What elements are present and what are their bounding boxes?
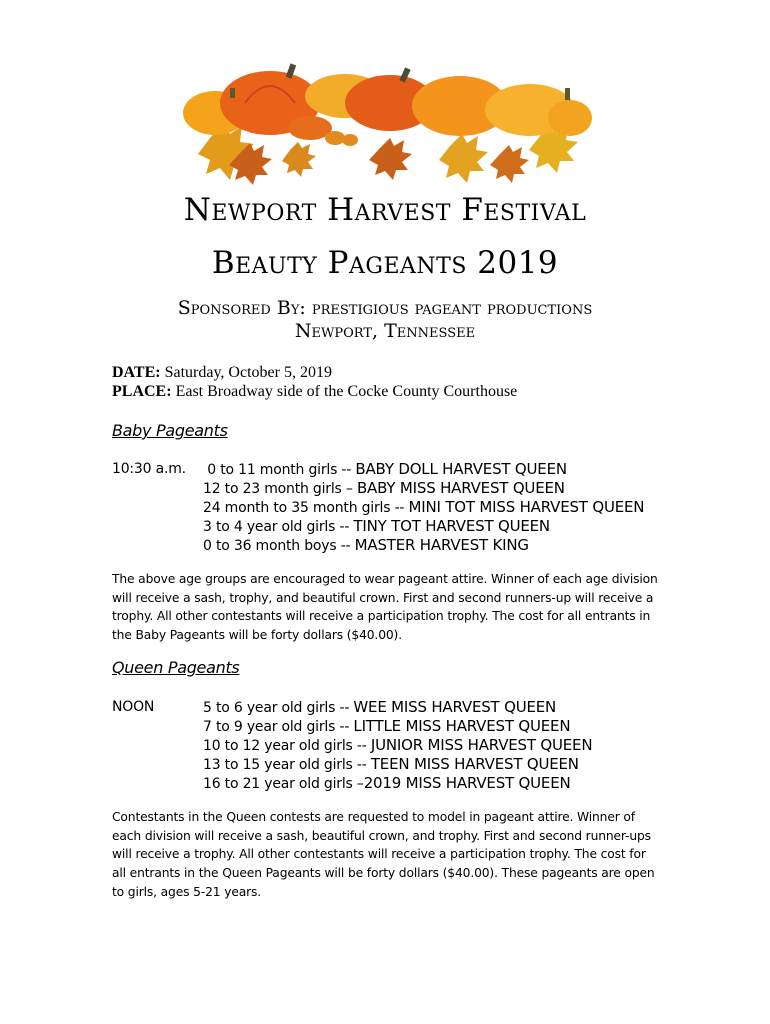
queen-division-list bbox=[203, 698, 592, 793]
pumpkins-leaves-illustration bbox=[170, 58, 600, 188]
list-item bbox=[203, 698, 592, 717]
list-item bbox=[203, 479, 644, 498]
place-label: PLACE: bbox=[112, 383, 172, 400]
award-title: MINI TOT MISS HARVEST QUEEN bbox=[408, 498, 645, 516]
award-title: JUNIOR MISS HARVEST QUEEN bbox=[370, 736, 593, 754]
award-title: TEEN MISS HARVEST QUEEN bbox=[370, 755, 579, 773]
age-group: 7 to 9 year old girls -- bbox=[203, 719, 354, 735]
age-group: 12 to 23 month girls – bbox=[203, 481, 357, 497]
list-item bbox=[203, 536, 644, 555]
list-item bbox=[203, 717, 592, 736]
age-group: 0 to 11 month girls -- bbox=[203, 462, 356, 478]
place-line bbox=[112, 383, 517, 401]
award-title: 2019 MISS HARVEST QUEEN bbox=[363, 774, 571, 792]
age-group: 13 to 15 year old girls -- bbox=[203, 757, 371, 773]
baby-division-list bbox=[203, 460, 644, 555]
pumpkins-icon bbox=[183, 63, 592, 146]
award-title: BABY MISS HARVEST QUEEN bbox=[356, 479, 565, 497]
queen-time: NOON bbox=[112, 699, 155, 715]
award-title: WEE MISS HARVEST QUEEN bbox=[353, 698, 557, 716]
title-line1: Newport Harvest Festival bbox=[183, 192, 587, 228]
sponsor-line2: Newport, Tennessee bbox=[294, 320, 476, 342]
date-value: Saturday, October 5, 2019 bbox=[164, 364, 332, 381]
queen-pageants-heading: Queen Pageants bbox=[112, 658, 240, 677]
place-value: East Broadway side of the Cocke County Courthouse bbox=[175, 383, 518, 400]
age-group: 5 to 6 year old girls -- bbox=[203, 700, 354, 716]
list-item bbox=[203, 755, 592, 774]
list-item bbox=[203, 774, 592, 793]
award-title: TINY TOT HARVEST QUEEN bbox=[353, 517, 550, 535]
list-item bbox=[203, 498, 644, 517]
title-line2: Beauty Pageants 2019 bbox=[211, 245, 559, 281]
list-item bbox=[203, 736, 592, 755]
baby-pageants-heading: Baby Pageants bbox=[112, 421, 228, 440]
list-item bbox=[203, 517, 644, 536]
age-group: 24 month to 35 month girls -- bbox=[203, 500, 409, 516]
age-group: 16 to 21 year old girls – bbox=[203, 776, 364, 792]
list-item bbox=[203, 460, 644, 479]
award-title: MASTER HARVEST KING bbox=[354, 536, 529, 554]
age-group: 0 to 36 month boys -- bbox=[203, 538, 355, 554]
age-group: 10 to 12 year old girls -- bbox=[203, 738, 371, 754]
date-label: DATE: bbox=[112, 364, 161, 381]
age-group: 3 to 4 year old girls -- bbox=[203, 519, 354, 535]
baby-paragraph: The above age groups are encouraged to wear pageant attire. Winner of each age division will receive a sash, trophy, and beautiful crown. First and second runners-up will receive a trophy. All other contestants will receive a participation trophy. The cost for all entrants in the Baby Pageants will be forty dollars ($40.00). bbox=[112, 572, 658, 643]
baby-time: 10:30 a.m. bbox=[112, 461, 186, 477]
award-title: LITTLE MISS HARVEST QUEEN bbox=[353, 717, 571, 735]
queen-paragraph: Contestants in the Queen contests are requested to model in pageant attire. Winner of each division will receive a sash, beautiful crown, and trophy. First and second runner-ups will receive a trophy. All other contestants will receive a participation trophy. The cost for all entrants in the Queen Pageants will be forty dollars ($40.00). These pageants are open to girls, ages 5-21 years. bbox=[112, 810, 655, 899]
sponsor-line1: Sponsored By: prestigious pageant productions bbox=[177, 297, 593, 319]
award-title: BABY DOLL HARVEST QUEEN bbox=[355, 460, 567, 478]
date-line bbox=[112, 364, 332, 382]
